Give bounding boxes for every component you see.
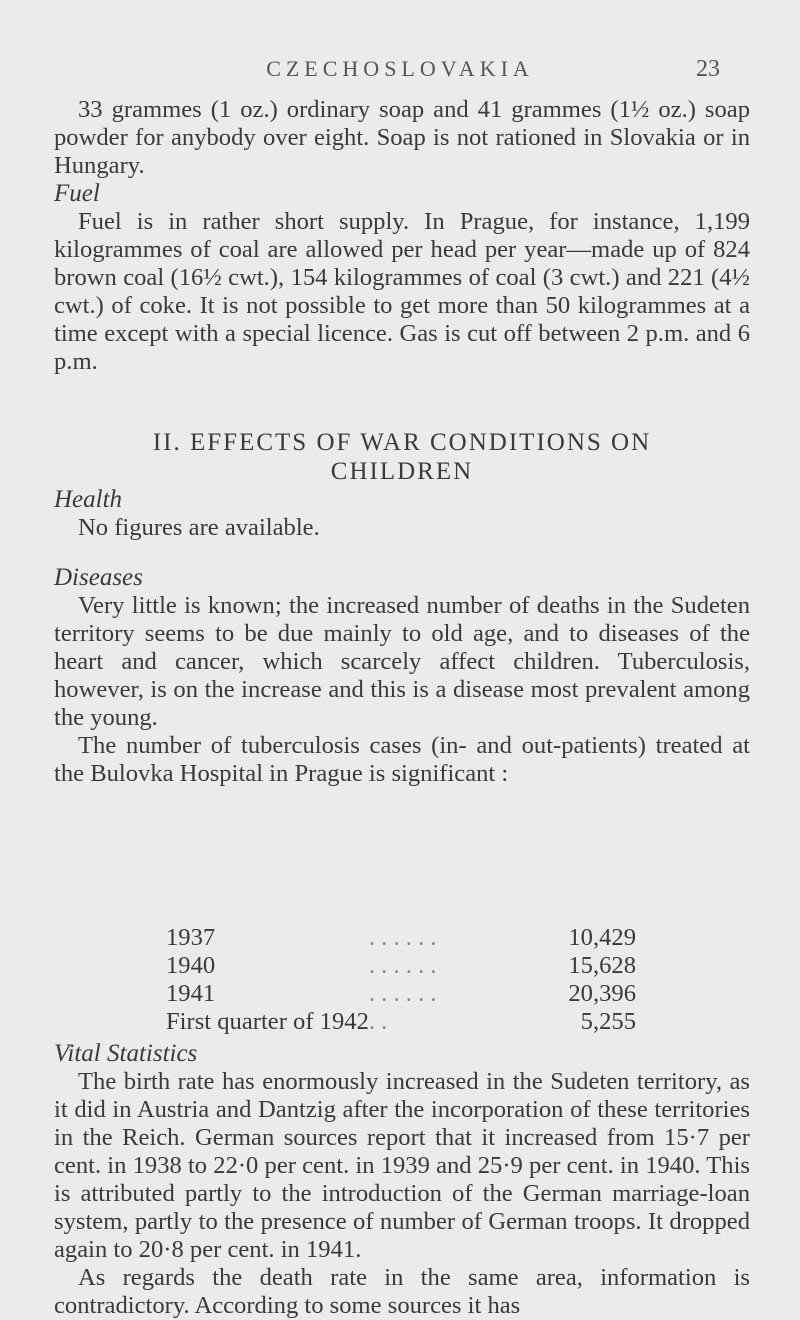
tb-cases-table bbox=[166, 924, 636, 1036]
running-head bbox=[0, 56, 800, 90]
diseases-heading: Diseases bbox=[54, 564, 143, 591]
fuel-continued-paragraph: 33 grammes (1 oz.) ordinary soap and 41 grammes (1½ oz.) soap powder for anybody over eight. Soap is not rationed in Slovakia or in Hungary. bbox=[54, 96, 750, 179]
table-leader-dots: . . . . . . bbox=[368, 924, 437, 951]
health-diseases-section bbox=[54, 486, 750, 788]
tb-intro-paragraph: The number of tuberculosis cases (in- and out-patients) treated at the Bulovka Hospital in Prague is significant : bbox=[54, 732, 750, 787]
top-section bbox=[54, 96, 750, 376]
chapter-heading-line1: II. EFFECTS OF WAR CONDITIONS ON bbox=[152, 429, 652, 456]
table-cases: 10,429 bbox=[568, 924, 636, 951]
vital-statistics-heading: Vital Statistics bbox=[54, 1040, 198, 1067]
running-title: CZECHOSLOVAKIA bbox=[266, 56, 534, 81]
table-row bbox=[166, 952, 636, 980]
table-leader-dots: . . . . . . bbox=[368, 980, 437, 1007]
page-number: 23 bbox=[696, 56, 720, 82]
table-period: First quarter of 1942 bbox=[166, 1008, 369, 1035]
table-leader-dots: . . . . . . bbox=[368, 952, 437, 979]
table-cases: 15,628 bbox=[568, 952, 636, 979]
table-row bbox=[166, 924, 636, 952]
table-cases: 20,396 bbox=[568, 980, 636, 1007]
table-cases: 5,255 bbox=[580, 1008, 636, 1035]
table-row bbox=[166, 1008, 636, 1036]
chapter-heading-line2: CHILDREN bbox=[330, 458, 474, 485]
health-paragraph: No figures are available. bbox=[78, 514, 320, 541]
table-leader-dots: . . bbox=[368, 1008, 388, 1035]
chapter-heading bbox=[54, 428, 750, 486]
vital-statistics-paragraph: The birth rate has enormously increased in the Sudeten territory, as it did in Austria and Dantzig after the incorporation of these territories in the Reich. German sources report that it increased from 15·7 per cent. in 1938 to 22·0 per cent. in 1939 and 25·9 per cent. in 1940. This is attributed partly to the introduction of the German marriage-loan system, partly to the presence of number of German troops. It dropped again to 20·8 per cent. in 1941. bbox=[54, 1068, 750, 1263]
fuel-heading: Fuel bbox=[54, 180, 100, 207]
diseases-paragraph: Very little is known; the increased number of deaths in the Sudeten territory seems to be due mainly to old age, and to diseases of the heart and cancer, which scarcely affect children. Tuberculosis, however, is on the increase and this is a disease most prevalent among the young. bbox=[54, 592, 750, 731]
vital-statistics-section bbox=[54, 1040, 750, 1320]
table-row bbox=[166, 980, 636, 1008]
table-period: 1937 bbox=[166, 924, 216, 951]
death-rate-paragraph: As regards the death rate in the same area, information is contradictory. According to some sources it has bbox=[54, 1264, 750, 1319]
table-period: 1941 bbox=[166, 980, 216, 1007]
health-heading: Health bbox=[54, 486, 123, 513]
table-period: 1940 bbox=[166, 952, 216, 979]
fuel-paragraph: Fuel is in rather short supply. In Prague, for instance, 1,199 kilogrammes of coal are allowed per head per year—made up of 824 brown coal (16½ cwt.), 154 kilogrammes of coal (3 cwt.) and 221 (4½ cwt.) of coke. It is not possible to get more than 50 kilogrammes at a time except with a special licence. Gas is cut off between 2 p.m. and 6 p.m. bbox=[54, 208, 750, 375]
